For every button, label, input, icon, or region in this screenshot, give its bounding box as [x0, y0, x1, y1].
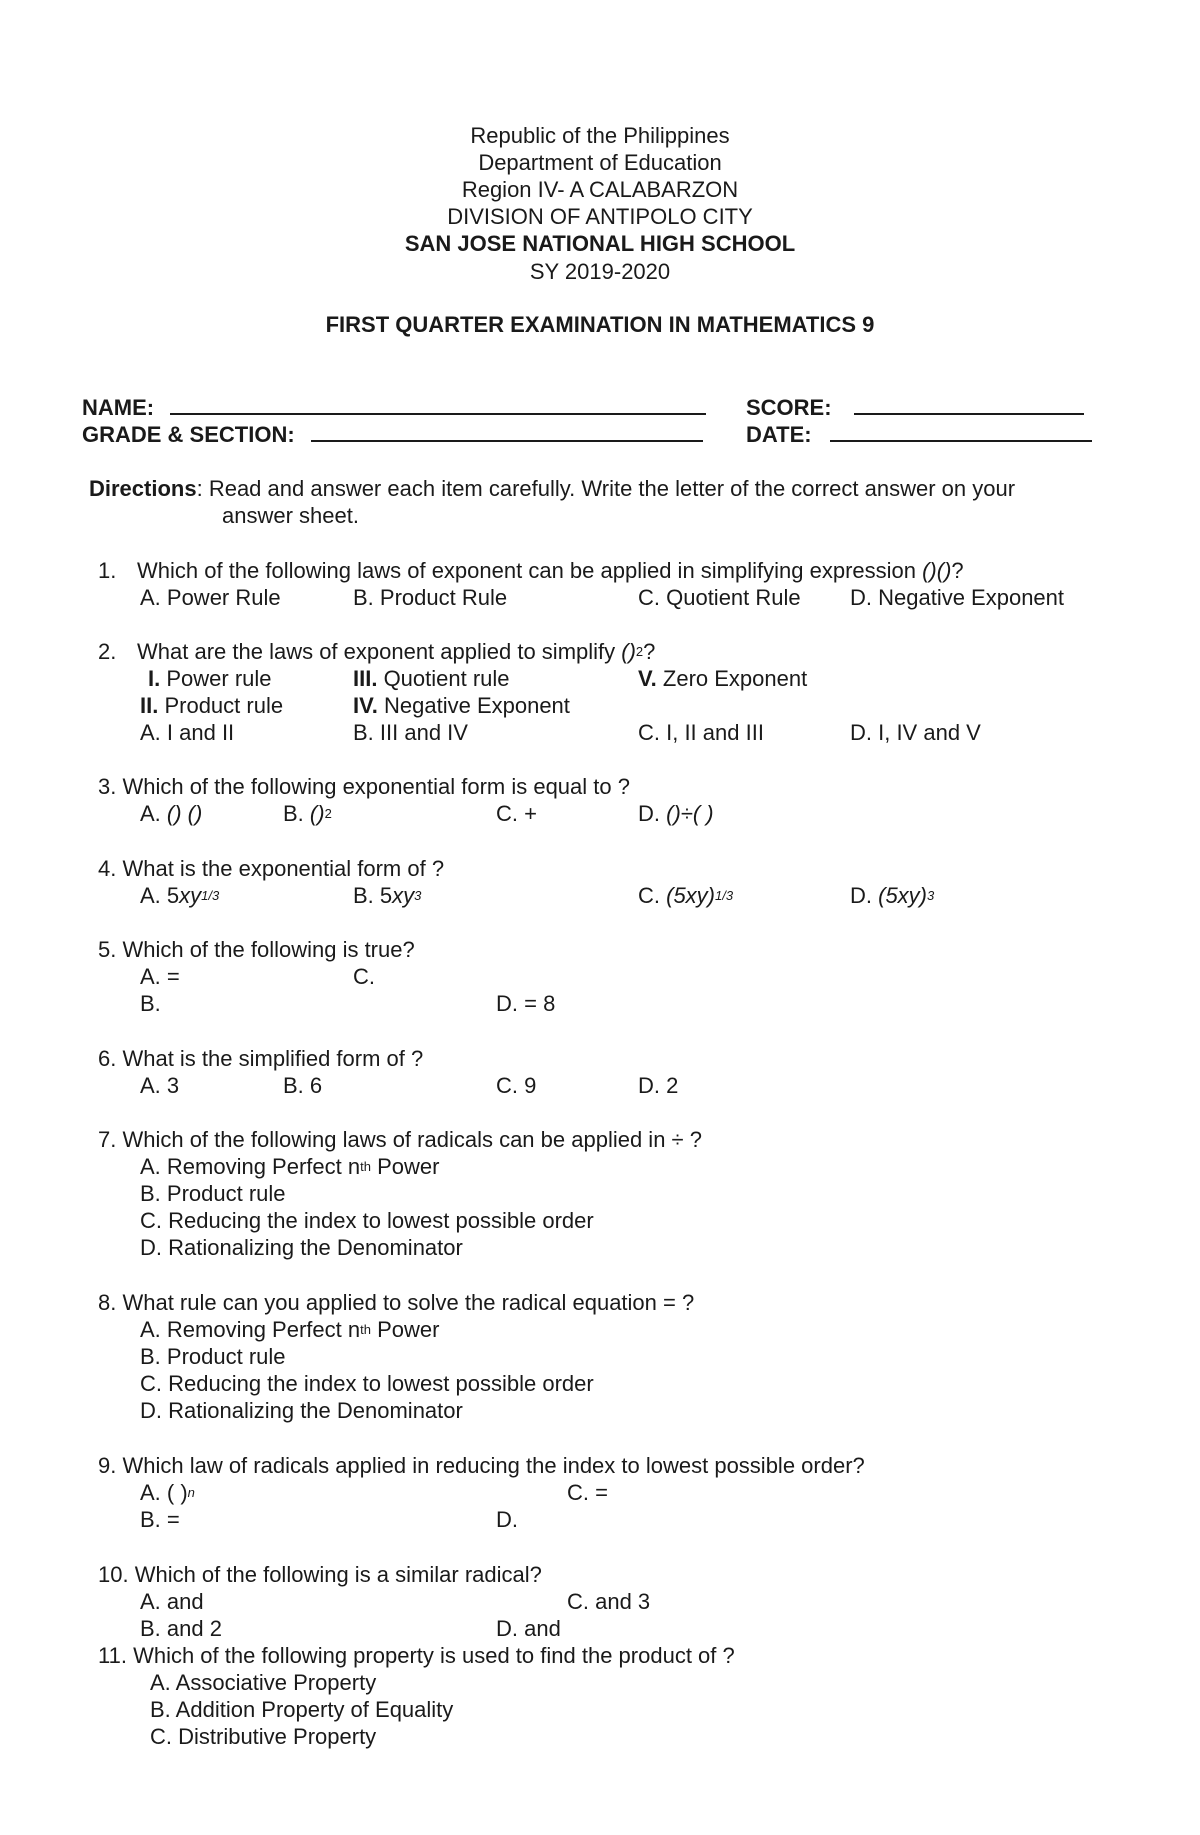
q1-option-a: A. Power Rule	[140, 585, 281, 610]
roman-numeral: V.	[638, 666, 657, 691]
question-4-text: 4. What is the exponential form of ?	[98, 856, 445, 881]
grade-section-field	[82, 420, 703, 448]
q5-option-c: C.	[353, 964, 375, 989]
q9-option-c: C. =	[567, 1480, 608, 1505]
q11-option-b: B. Addition Property of Equality	[150, 1697, 454, 1722]
option-superscript: th	[360, 1322, 371, 1337]
q10-option-d: D. and	[496, 1616, 561, 1641]
option-letter: B.	[283, 801, 310, 826]
q8-option-b: B. Product rule	[140, 1344, 286, 1369]
option-text-end: Power	[370, 1154, 440, 1179]
q4-option-c	[638, 882, 733, 909]
roman-text: Quotient rule	[377, 666, 510, 691]
q9-option-a	[140, 1479, 195, 1506]
q6-option-c: C. 9	[496, 1073, 537, 1098]
q2-roman-5	[638, 665, 807, 692]
question-10-text: 10. Which of the following is a similar radical?	[98, 1562, 542, 1587]
name-field	[82, 393, 706, 421]
option-letter: C.	[638, 883, 667, 908]
q1-option-c: C. Quotient Rule	[638, 585, 801, 610]
q1-option-d: D. Negative Exponent	[850, 585, 1065, 610]
question-2-expression: ()	[621, 639, 636, 664]
q4-option-b	[353, 882, 421, 909]
question-2-exponent: 2	[635, 644, 644, 659]
roman-text: Negative Exponent	[377, 693, 570, 718]
date-field	[746, 420, 1092, 448]
q2-roman-1	[148, 665, 272, 692]
option-expression: xy	[392, 883, 415, 908]
q3-option-a	[140, 800, 202, 827]
roman-numeral: II.	[140, 693, 159, 718]
q6-option-a: A. 3	[140, 1073, 180, 1098]
header-school: SAN JOSE NATIONAL HIGH SCHOOL	[404, 231, 796, 256]
q8-option-c: C. Reducing the index to lowest possible order	[140, 1371, 594, 1396]
option-superscript: th	[360, 1159, 371, 1174]
option-text: A. Removing Perfect n	[140, 1154, 361, 1179]
directions-line-1	[89, 475, 1015, 502]
option-text: A. ( )	[140, 1480, 188, 1505]
question-7-text: 7. Which of the following laws of radicals can be applied in ÷ ?	[98, 1127, 702, 1152]
question-2-number: 2.	[98, 639, 117, 664]
name-label: NAME:	[82, 395, 155, 420]
score-field	[746, 393, 1084, 421]
q8-option-a	[140, 1316, 439, 1343]
header-division: DIVISION OF ANTIPOLO CITY	[447, 204, 753, 229]
score-label: SCORE:	[746, 395, 832, 420]
question-1-end: ?	[951, 558, 964, 583]
q1-option-b: B. Product Rule	[353, 585, 508, 610]
q7-option-a	[140, 1153, 439, 1180]
header-school-year: SY 2019-2020	[529, 259, 671, 284]
q2-roman-2	[140, 692, 283, 719]
q10-option-c: C. and 3	[567, 1589, 651, 1614]
q3-option-d	[638, 800, 714, 827]
grade-section-label: GRADE & SECTION:	[82, 422, 295, 447]
header-republic: Republic of the Philippines	[470, 123, 730, 148]
option-expression: (5xy)	[666, 883, 716, 908]
q8-option-d: D. Rationalizing the Denominator	[140, 1398, 463, 1423]
question-2-stem: What are the laws of exponent applied to simplify	[137, 639, 622, 664]
option-text-end: Power	[370, 1317, 440, 1342]
q10-option-a: A. and	[140, 1589, 204, 1614]
question-2-end: ?	[643, 639, 656, 664]
header-region: Region IV- A CALABARZON	[461, 177, 739, 202]
name-blank[interactable]	[170, 393, 706, 415]
option-expression: ()	[309, 801, 325, 826]
option-superscript: n	[187, 1485, 195, 1500]
roman-numeral: IV.	[353, 693, 378, 718]
header-department: Department of Education	[478, 150, 722, 175]
q7-option-c: C. Reducing the index to lowest possible order	[140, 1208, 594, 1233]
option-exponent: 3	[927, 888, 935, 903]
q9-option-d: D.	[496, 1507, 518, 1532]
q2-option-a: A. I and II	[140, 720, 235, 745]
q2-option-d: D. I, IV and V	[850, 720, 981, 745]
q6-option-b: B. 6	[283, 1073, 323, 1098]
question-9-text: 9. Which law of radicals applied in reducing the index to lowest possible order?	[98, 1453, 865, 1478]
q11-option-a: A. Associative Property	[150, 1670, 377, 1695]
option-exponent: 2	[324, 806, 332, 821]
option-expression: (5xy)	[878, 883, 928, 908]
option-expression: () ()	[166, 801, 203, 826]
roman-text: Product rule	[158, 693, 284, 718]
q7-option-b: B. Product rule	[140, 1181, 286, 1206]
question-5-text: 5. Which of the following is true?	[98, 937, 415, 962]
roman-text: Power rule	[160, 666, 272, 691]
question-1-text	[137, 557, 964, 584]
q2-option-c: C. I, II and III	[638, 720, 764, 745]
question-1-expression: ()()	[922, 558, 952, 583]
roman-numeral: III.	[353, 666, 378, 691]
option-letter: A. 5	[140, 883, 180, 908]
question-8-text: 8. What rule can you applied to solve the radical equation = ?	[98, 1290, 695, 1315]
directions-label: Directions	[89, 476, 197, 501]
q3-option-b	[283, 800, 332, 827]
q5-option-a: A. =	[140, 964, 180, 989]
q5-option-d: D. = 8	[496, 991, 556, 1016]
question-6-text: 6. What is the simplified form of ?	[98, 1046, 424, 1071]
q2-roman-4	[353, 692, 570, 719]
exam-title: FIRST QUARTER EXAMINATION IN MATHEMATICS 9	[325, 312, 875, 337]
date-label: DATE:	[746, 422, 812, 447]
option-letter: D.	[638, 801, 667, 826]
option-letter: B. 5	[353, 883, 393, 908]
option-exponent: 3	[414, 888, 422, 903]
grade-section-blank[interactable]	[311, 420, 703, 442]
q3-option-c: C. +	[496, 801, 537, 826]
question-2-text	[137, 638, 655, 665]
option-exponent: 1/3	[715, 888, 734, 903]
roman-numeral: I.	[148, 666, 161, 691]
q2-roman-3	[353, 665, 510, 692]
q11-option-c: C. Distributive Property	[150, 1724, 377, 1749]
option-exponent: 1/3	[201, 888, 220, 903]
q7-option-d: D. Rationalizing the Denominator	[140, 1235, 463, 1260]
option-expression: xy	[179, 883, 202, 908]
question-1-number: 1.	[98, 558, 117, 583]
option-letter: D.	[850, 883, 879, 908]
q2-option-b: B. III and IV	[353, 720, 468, 745]
directions-text: : Read and answer each item carefully. Write the letter of the correct answer on your	[196, 476, 1016, 501]
directions-line-2: answer sheet.	[222, 503, 359, 528]
option-text: A. Removing Perfect n	[140, 1317, 361, 1342]
q4-option-a	[140, 882, 219, 909]
date-blank[interactable]	[830, 420, 1092, 442]
option-expression: ()÷( )	[666, 801, 714, 826]
q9-option-b: B. =	[140, 1507, 180, 1532]
roman-text: Zero Exponent	[656, 666, 808, 691]
option-letter: A.	[140, 801, 167, 826]
score-blank[interactable]	[854, 393, 1084, 415]
question-1-stem: Which of the following laws of exponent can be applied in simplifying expression	[137, 558, 923, 583]
q5-option-b: B.	[140, 991, 161, 1016]
question-3-text: 3. Which of the following exponential form is equal to ?	[98, 774, 630, 799]
q10-option-b: B. and 2	[140, 1616, 222, 1641]
question-11-text: 11. Which of the following property is used to find the product of ?	[98, 1643, 735, 1668]
q4-option-d	[850, 882, 934, 909]
q6-option-d: D. 2	[638, 1073, 679, 1098]
